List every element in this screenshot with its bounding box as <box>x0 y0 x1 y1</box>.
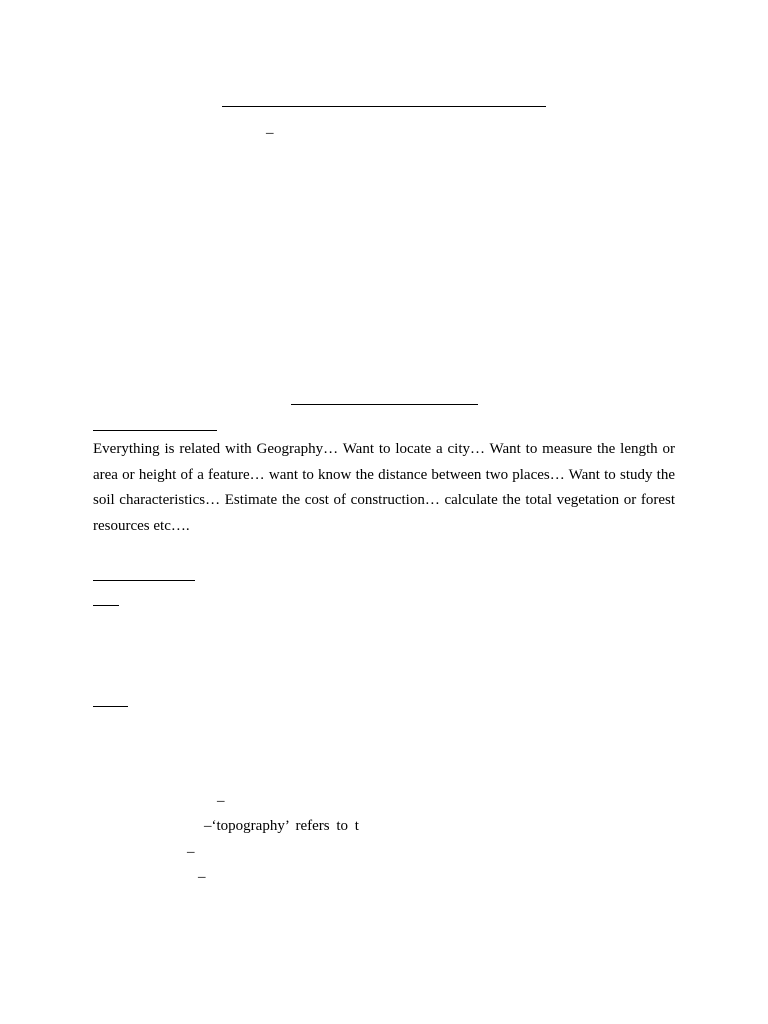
subtitle-dash: – <box>266 125 274 141</box>
subheading-underline <box>93 430 217 431</box>
list-dash-2: – <box>187 844 195 860</box>
topography-fragment: –‘topography’ refers to t <box>204 818 359 834</box>
heading-underline-4 <box>93 706 128 707</box>
intro-paragraph: Everything is related with Geography… Want to locate a city… Want to measure the length or area or height of a feature… want to know the distance between two places… Want to study the soil characteristics… Estimate the cost of construction… calculate the total vegetation or forest resources etc…. <box>93 441 675 534</box>
heading-underline-2 <box>93 580 195 581</box>
title-underline <box>222 106 546 107</box>
section-heading-underline <box>291 404 478 405</box>
list-dash-1: – <box>217 793 225 809</box>
list-dash-3: – <box>198 869 206 885</box>
heading-underline-3 <box>93 605 119 606</box>
